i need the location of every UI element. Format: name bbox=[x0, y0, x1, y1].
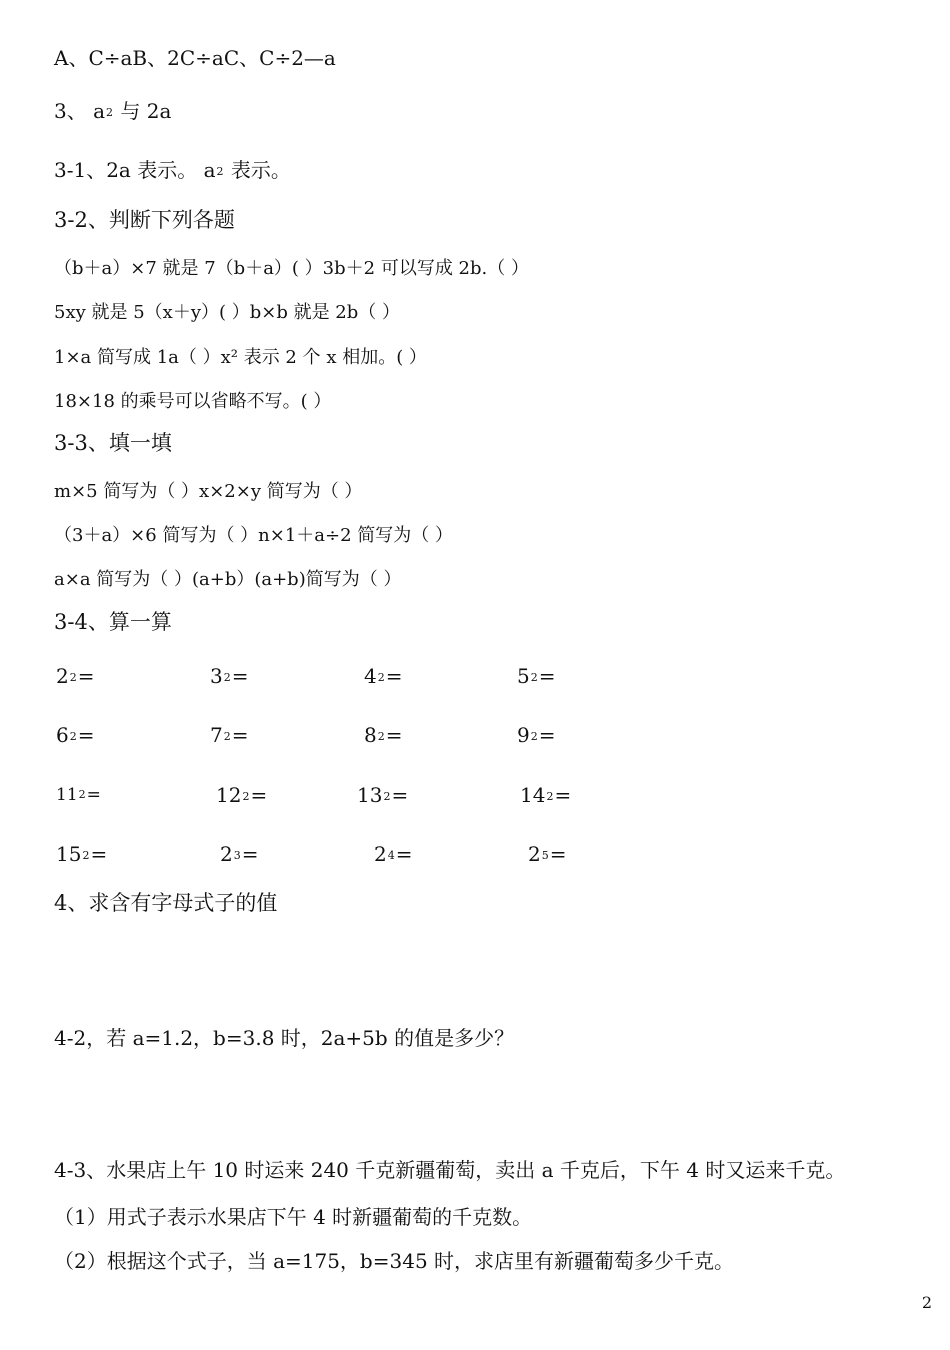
line-3-1-sup: 2 bbox=[216, 165, 224, 178]
grid-exp: 3 bbox=[233, 849, 241, 862]
grid-cell bbox=[517, 722, 556, 748]
grid-base: 6 bbox=[56, 723, 69, 747]
grid-cell bbox=[56, 782, 101, 808]
grid-cell bbox=[357, 782, 408, 808]
grid-exp: 2 bbox=[377, 671, 385, 684]
grid-cell bbox=[364, 722, 403, 748]
question-4-3: 4-3、水果店上午 10 时运来 240 千克新疆葡萄，卖出 a 千克后，下午 4 时又运来千克。 bbox=[54, 1158, 846, 1182]
grid-cell bbox=[528, 841, 567, 867]
heading-3-2: 3-2、判断下列各题 bbox=[54, 208, 235, 232]
grid-exp: 2 bbox=[242, 790, 250, 803]
grid-exp: 2 bbox=[383, 790, 391, 803]
grid-base: 13 bbox=[357, 783, 383, 807]
fill-line-1: m×5 简写为（ ）x×2×y 简写为（ ） bbox=[54, 481, 363, 502]
judge-line-1: （b＋a）×7 就是 7（b＋a）( ）3b＋2 可以写成 2b.（ ） bbox=[54, 258, 529, 279]
fill-line-3: a×a 简写为（ ）(a+b）(a+b)简写为（ ） bbox=[54, 569, 402, 590]
grid-equals: = bbox=[395, 842, 413, 866]
grid-exp: 2 bbox=[546, 790, 554, 803]
grid-equals: = bbox=[538, 664, 556, 688]
grid-base: 12 bbox=[216, 783, 242, 807]
grid-equals: = bbox=[231, 723, 249, 747]
grid-exp: 2 bbox=[223, 671, 231, 684]
grid-exp: 5 bbox=[541, 849, 549, 862]
heading-3-post: 与 2a bbox=[114, 99, 172, 123]
grid-exp: 2 bbox=[78, 788, 86, 801]
grid-exp: 2 bbox=[377, 730, 385, 743]
grid-equals: = bbox=[86, 785, 101, 805]
grid-cell bbox=[520, 782, 571, 808]
grid-exp: 2 bbox=[223, 730, 231, 743]
heading-3-sup: 2 bbox=[106, 106, 114, 119]
heading-3-3: 3-3、填一填 bbox=[54, 431, 172, 455]
heading-3 bbox=[54, 98, 171, 124]
heading-3-4: 3-4、算一算 bbox=[54, 610, 172, 634]
judge-line-2: 5xy 就是 5（x＋y）( ）b×b 就是 2b（ ） bbox=[54, 302, 400, 323]
question-4-2: 4-2，若 a=1.2，b=3.8 时，2a+5b 的值是多少？ bbox=[54, 1026, 515, 1050]
judge-line-4: 18×18 的乘号可以省略不写。( ） bbox=[54, 391, 332, 412]
line-3-1-post: 表示。 bbox=[224, 158, 291, 182]
grid-base: 9 bbox=[517, 723, 530, 747]
judge-line-3: 1×a 简写成 1a（ ）x² 表示 2 个 x 相加。( ） bbox=[54, 347, 427, 368]
grid-equals: = bbox=[385, 664, 403, 688]
grid-cell bbox=[374, 841, 413, 867]
grid-exp: 2 bbox=[69, 671, 77, 684]
grid-exp: 2 bbox=[530, 730, 538, 743]
grid-cell bbox=[56, 722, 95, 748]
grid-equals: = bbox=[241, 842, 259, 866]
grid-cell bbox=[517, 663, 556, 689]
grid-base: 4 bbox=[364, 664, 377, 688]
fill-line-2: （3＋a）×6 简写为（ ）n×1＋a÷2 简写为（ ） bbox=[54, 525, 453, 546]
grid-equals: = bbox=[549, 842, 567, 866]
grid-cell bbox=[210, 722, 249, 748]
grid-cell bbox=[56, 663, 95, 689]
grid-base: 15 bbox=[56, 842, 82, 866]
heading-4: 4、求含有字母式子的值 bbox=[54, 891, 278, 915]
grid-equals: = bbox=[391, 783, 409, 807]
grid-cell bbox=[220, 841, 259, 867]
question-4-3-part-1: （1）用式子表示水果店下午 4 时新疆葡萄的千克数。 bbox=[54, 1205, 533, 1229]
grid-cell bbox=[216, 782, 267, 808]
grid-base: 3 bbox=[210, 664, 223, 688]
grid-cell bbox=[210, 663, 249, 689]
grid-equals: = bbox=[538, 723, 556, 747]
line-3-1 bbox=[54, 157, 291, 183]
grid-base: 2 bbox=[374, 842, 387, 866]
heading-3-pre: 3、 a bbox=[54, 99, 106, 123]
grid-equals: = bbox=[77, 723, 95, 747]
grid-base: 11 bbox=[56, 785, 78, 805]
grid-equals: = bbox=[554, 783, 572, 807]
grid-base: 5 bbox=[517, 664, 530, 688]
line-3-1-pre: 3-1、2a 表示。 a bbox=[54, 158, 216, 182]
grid-exp: 4 bbox=[387, 849, 395, 862]
grid-cell bbox=[56, 841, 107, 867]
grid-base: 14 bbox=[520, 783, 546, 807]
grid-equals: = bbox=[77, 664, 95, 688]
grid-base: 2 bbox=[528, 842, 541, 866]
page-number: 2 bbox=[921, 1293, 932, 1312]
grid-base: 2 bbox=[220, 842, 233, 866]
grid-base: 7 bbox=[210, 723, 223, 747]
grid-equals: = bbox=[250, 783, 268, 807]
grid-exp: 2 bbox=[82, 849, 90, 862]
grid-exp: 2 bbox=[69, 730, 77, 743]
grid-equals: = bbox=[90, 842, 108, 866]
grid-equals: = bbox=[385, 723, 403, 747]
grid-exp: 2 bbox=[530, 671, 538, 684]
grid-base: 2 bbox=[56, 664, 69, 688]
line-options-a: A、C÷aB、2C÷aC、C÷2—a bbox=[54, 46, 336, 70]
grid-base: 8 bbox=[364, 723, 377, 747]
grid-cell bbox=[364, 663, 403, 689]
grid-equals: = bbox=[231, 664, 249, 688]
question-4-3-part-2: （2）根据这个式子，当 a=175，b=345 时，求店里有新疆葡萄多少千克。 bbox=[54, 1249, 735, 1273]
